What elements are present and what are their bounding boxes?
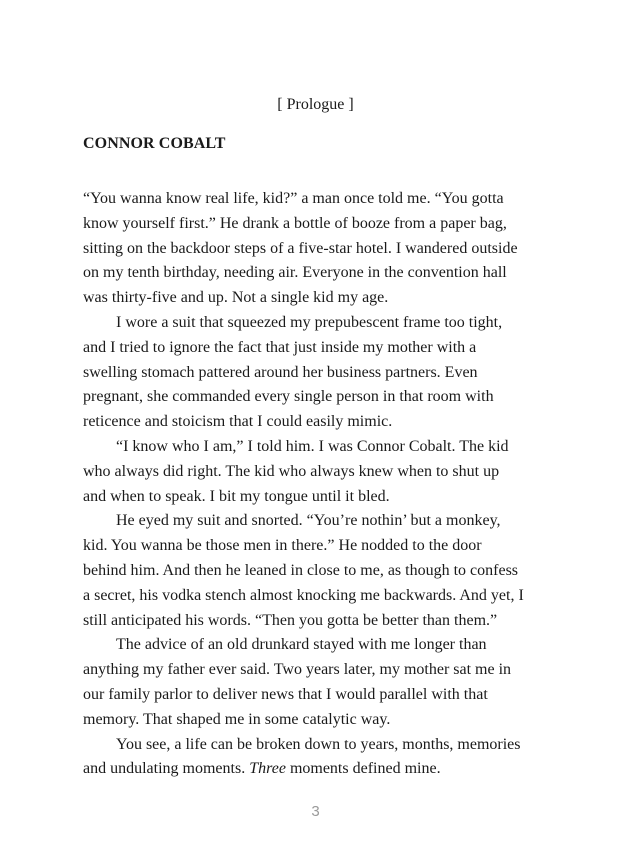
paragraph: “You wanna know real life, kid?” a man once told me. “You gotta know yourself first.” He drank a bottle of booze from a paper bag, sitting on the backdoor steps of a five-star hotel. I wandered outside on my tenth birthday, needing air. Everyone in the convention hall was thirty-five and up. Not a single kid my age. bbox=[83, 190, 518, 307]
paragraph-last bbox=[83, 733, 555, 783]
page-number: 3 bbox=[311, 803, 320, 820]
paragraph: He eyed my suit and snorted. “You’re nothin’ but a monkey, kid. You wanna be those men in there.” He nodded to the door behind him. And then he leaned in close to me, as though to confess a secret, his vodka stench almost knocking me backwards. And yet, I still anticipated his words. “Then you gotta be better than them.” bbox=[83, 512, 524, 629]
paragraph: I wore a suit that squeezed my prepubescent frame too tight, and I tried to ignore the fact that just inside my mother with a swelling stomach pattered around her business partners. Even pregnant, she commanded every single person in that room with reticence and stoicism that I could easily mimic. bbox=[83, 313, 503, 431]
section-heading: [ Prologue ] bbox=[277, 96, 354, 113]
paragraph: The advice of an old drunkard stayed with me longer than anything my father ever said. Two years later, my mother sat me in our family parlor to deliver news that I would parallel with that memory. That shaped me in some catalytic way. bbox=[83, 636, 512, 728]
paragraph-text: moments defined mine. bbox=[285, 760, 441, 778]
body-text bbox=[83, 187, 555, 782]
paragraph: “I know who I am,” I told him. I was Connor Cobalt. The kid who always did right. The kid who always knew when to shut up and when to speak. I bit my tongue until it bled. bbox=[83, 437, 509, 505]
emphasis-text: Three bbox=[249, 760, 286, 778]
paragraph-text: You see, a life can be broken down to years, months, memories and undulating moments. bbox=[83, 735, 521, 778]
chapter-name: CONNOR COBALT bbox=[83, 135, 226, 152]
